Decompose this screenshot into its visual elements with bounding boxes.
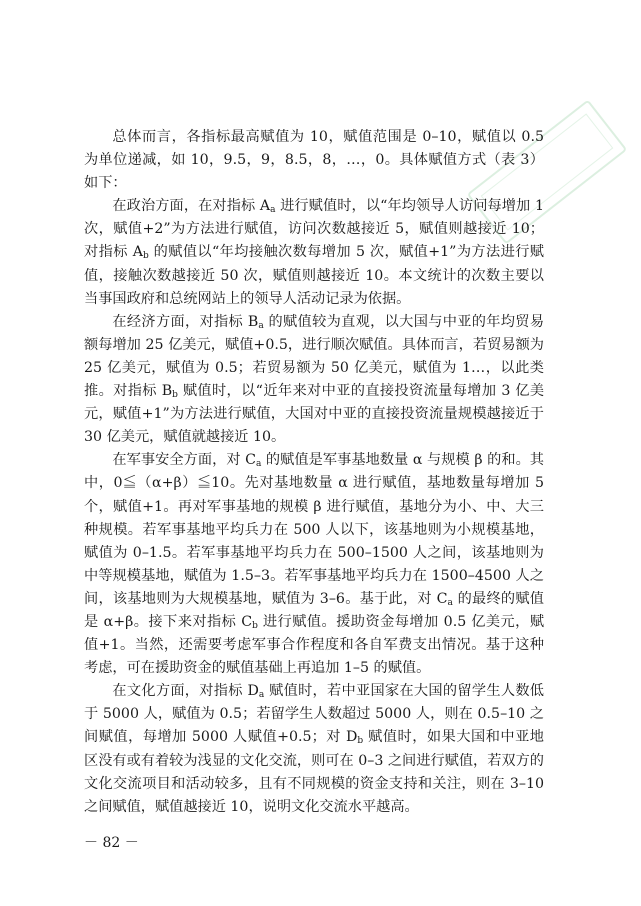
paragraph <box>84 195 544 310</box>
text-run: 在文化方面，对指标 D <box>112 683 259 700</box>
subscript: a <box>255 459 262 470</box>
paragraph <box>84 449 544 680</box>
subscript: a <box>270 205 276 216</box>
subscript: b <box>172 390 178 401</box>
subscript: a <box>258 690 265 701</box>
text-run: 的赋值是军事基地数量 α 与规模 β 的和。其中，0≦（α+β）≦10。先对基地数量 α 进行赋值，基地数量每增加 5 个，赋值+1。再对军事基地的规模 β 进行赋值，基地分为小、中、大三种规模。若军事基地平均兵力在 500 人以下，该基地则为小规模基地，赋值为 0–1.5。若军事基地平均兵力在 500–1500 人之间，该基地则为中等规模基地，赋值为 1.5–3。若军事基地平均兵力在 1500–4500 人之间，该基地则为大规模基地，赋值为 3–6。基于此，对 C <box>84 452 544 607</box>
text-run: 的赋值以“年均接触次数每增加 5 次，赋值+1”为方法进行赋值，接触次数越接近 50 次，赋值则越接近 10。本文统计的次数主要以当事国政府和总统网站上的领导人活动记录为依据。 <box>84 244 544 307</box>
text-run: 在政治方面，在对指标 A <box>112 198 271 215</box>
text-run: 的最终的赋值是 α+β。接下来对指标 C <box>84 590 544 630</box>
page-number: － 82 － <box>84 835 139 851</box>
text-run: 的赋值较为直观，以大国与中亚的年均贸易额每增加 25 亿美元，赋值+0.5，进行顺次赋值。具体而言，若贸易额为 25 亿美元，赋值为 0.5；若贸易额为 50 亿美元，赋值为 1…，以此类推。对指标 B <box>84 313 545 400</box>
text-run: 进行赋值时，以“年均领导人访问每增加 1 次，赋值+2”为方法进行赋值，访问次数越接近 5，赋值则越接近 10；对指标 A <box>84 198 544 261</box>
paragraph <box>84 680 544 819</box>
paragraph <box>84 311 544 450</box>
text-run: 在军事安全方面，对 C <box>112 452 256 469</box>
body-text <box>84 126 544 819</box>
text-run: 赋值时，若中亚国家在大国的留学生人数低于 5000 人，赋值为 0.5；若留学生人数超过 5000 人，则在 0.5–10 之间赋值，每增加 5000 人赋值+0.5；对 D <box>84 683 544 746</box>
text-run: 在经济方面，对指标 B <box>112 313 259 330</box>
subscript: b <box>142 251 149 262</box>
text-run: 赋值时，如果大国和中亚地区没有或有着较为浅显的文化交流，则可在 0–3 之间进行赋值，若双方的文化交流项目和活动较多，且有不同规模的资金支持和关注，则在 3–10 之间赋值，赋值越接近 10，说明文化交流水平越高。 <box>84 729 544 815</box>
subscript: a <box>258 320 264 331</box>
text-run: 进行赋值。援助资金每增加 0.5 亿美元，赋值+1。当然，还需要考虑军事合作程度和各自军费支出情况。基于这种考虑，可在援助资金的赋值基础上再追加 1–5 的赋值。 <box>84 613 545 677</box>
text-run: 赋值时，以“近年来对中亚的直接投资流量每增加 3 亿美元，赋值+1”为方法进行赋值，大国对中亚的直接投资流量规模越接近于 30 亿美元，赋值就越接近 10。 <box>84 383 545 446</box>
text-run: 总体而言，各指标最高赋值为 10，赋值范围是 0–10，赋值以 0.5 为单位递减，如 10，9.5，9，8.5，8，…，0。具体赋值方式（表 3）如下： <box>84 129 544 192</box>
subscript: b <box>252 620 258 631</box>
subscript: b <box>357 736 364 747</box>
subscript: a <box>447 597 453 608</box>
paragraph <box>84 126 544 195</box>
